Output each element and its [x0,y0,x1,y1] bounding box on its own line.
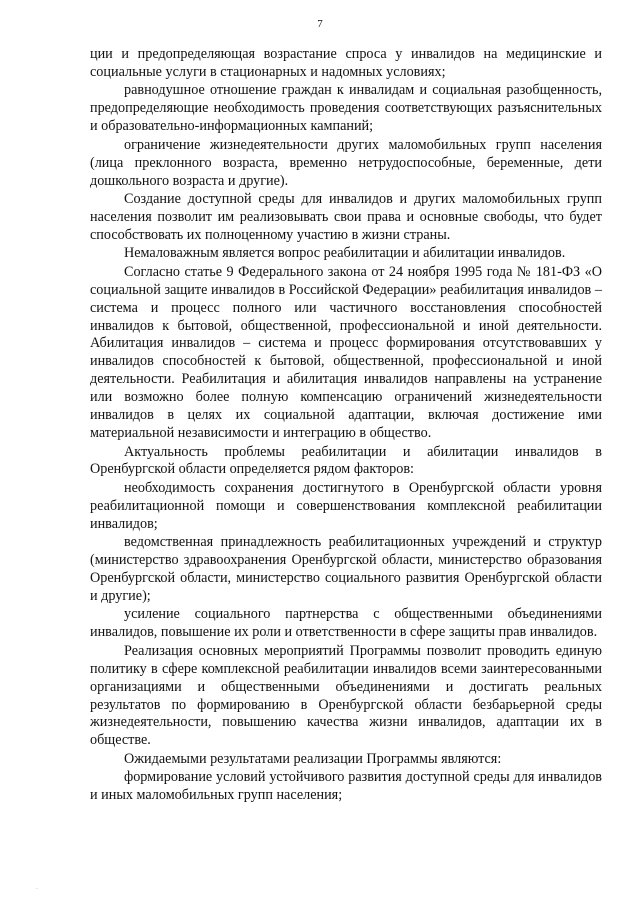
paragraph: Согласно статье 9 Федерального закона от 24 ноября 1995 года № 181-ФЗ «О социальной защите инвалидов в Российской Федерации» реабилитация инвалидов – система и процесс полного или частичного восстановления способностей инвалидов к бытовой, общественной, профессиональной и иной деятельности. Абилитация инвалидов – система и процесс формирования отсутствовавших у инвалидов способностей к бытовой, общественной, профессиональной и иной деятельности. Реабилитация и абилитация инвалидов направлены на устранение или возможно более полную компенсацию ограничений жизнедеятельности инвалидов в целях их социальной адаптации, включая достижение ими материальной независимости и интеграцию в общество. [90,263,602,441]
paragraph: Немаловажным является вопрос реабилитации и абилитации инвалидов. [124,245,566,262]
paragraph: Создание доступной среды для инвалидов и других маломобильных групп населения позволит им реализовывать свои права и основные свободы, что будет способствовать их полноценному участию в жизни страны. [90,191,602,243]
paragraph: ограничение жизнедеятельности других маломобильных групп населения (лица преклонного возраста, временно нетрудоспособные, беременные, дети дошкольного возраста и другие). [90,136,602,189]
paragraph-continuation: ции и предопределяющая возрастание спроса у инвалидов на медицинские и социальные услуги в стационарных и надомных условиях; [90,46,602,80]
paragraph: Реализация основных мероприятий Программы позволит проводить единую политику в сфере комплексной реабилитации инвалидов всеми заинтересованными организациями и общественными объединениями и достигать реальных результатов по формированию в Оренбургской области безбарьерной среды жизнедеятельности, повышению качества жизни инвалидов, адаптации их в обществе. [90,642,602,749]
document-body [90,46,602,806]
paragraph: формирование условий устойчивого развития доступной среды для инвалидов и иных маломобильных групп населения; [90,769,602,804]
paragraph: Актуальность проблемы реабилитации и абилитации инвалидов в Оренбургской области определяется рядом факторов: [90,443,602,478]
paragraph: усиление социального партнерства с общественными объединениями инвалидов, повышение их роли и ответственности в сфере защиты прав инвалидов. [90,606,602,641]
paragraph: ведомственная принадлежность реабилитационных учреждений и структур (министерство здравоохранения Оренбургской области, министерство образования Оренбургской области, министерство социального развития Оренбургской области и другие); [90,534,602,604]
page-number: 7 [317,18,323,30]
paragraph: равнодушное отношение граждан к инвалидам и социальная разобщенность, предопределяющие необходимость проведения соответствующих разъяснительных и образовательно-информационных кампаний; [90,82,602,135]
scan-mark: . [36,883,38,891]
paragraph: Ожидаемыми результатами реализации Программы являются: [124,750,502,767]
paragraph: необходимость сохранения достигнутого в Оренбургской области уровня реабилитационной помощи и совершенствования комплексной реабилитации инвалидов; [90,479,602,532]
